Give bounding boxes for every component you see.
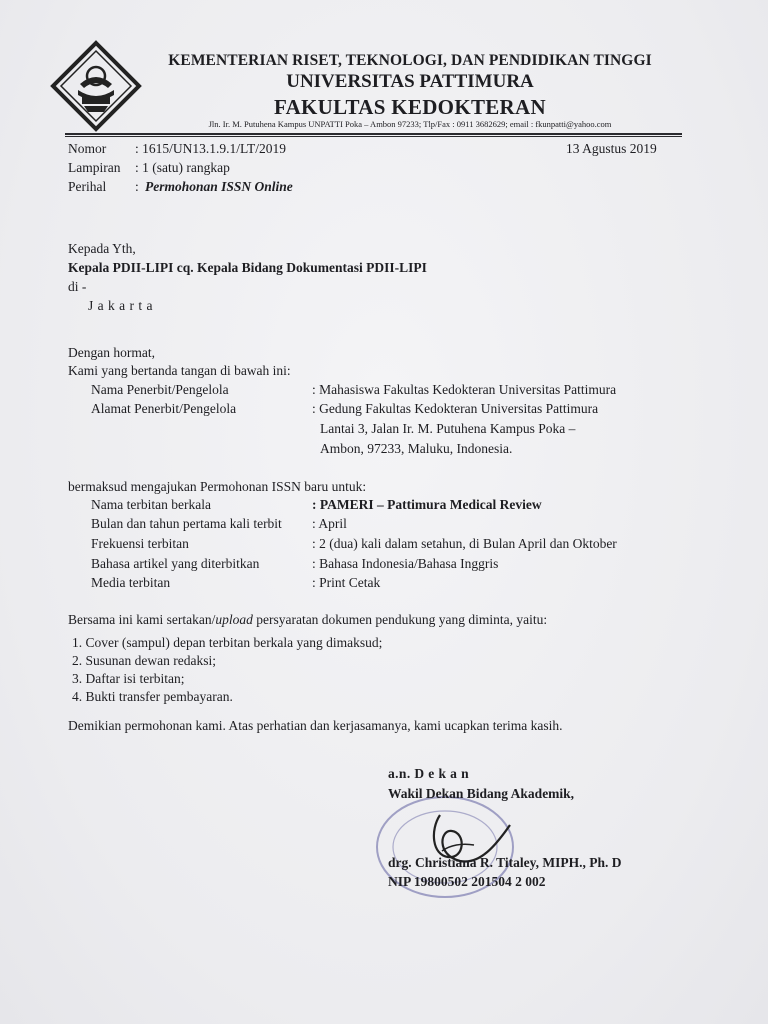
list-item: 1. Cover (sampul) depan terbitan berkala yang dimaksud; <box>72 635 383 650</box>
lampiran-value: : 1 (satu) rangkap <box>135 160 230 175</box>
journal-frequency-label: Frekuensi terbitan <box>91 536 189 551</box>
lampiran-label: Lampiran <box>68 160 121 175</box>
journal-language-value: : Bahasa Indonesia/Bahasa Inggris <box>312 556 499 571</box>
perihal-label: Perihal <box>68 179 107 194</box>
attachment-intro-pre: Bersama ini kami sertakan/ <box>68 612 216 627</box>
attachment-intro-post: persyaratan dokumen pendukung yang diminta, yaitu: <box>252 612 548 627</box>
letterhead-rule-thick <box>65 133 682 135</box>
signatory-name: drg. Christiana R. Titaley, MIPH., Ph. D <box>388 855 622 870</box>
faculty-heading: FAKULTAS KEDOKTERAN <box>274 95 546 119</box>
letter-date: 13 Agustus 2019 <box>566 141 657 156</box>
recipient-city: J a k a r t a <box>88 298 153 313</box>
publisher-name-label: Nama Penerbit/Pengelola <box>91 382 229 397</box>
letterhead-rule-thin <box>65 136 682 137</box>
intro-text: Kami yang bertanda tangan di bawah ini: <box>68 363 291 378</box>
publisher-address-line3: Ambon, 97233, Maluku, Indonesia. <box>320 441 513 456</box>
publisher-address-value: : Gedung Fakultas Kedokteran Universitas Pattimura <box>312 401 599 416</box>
perihal-value: Permohonan ISSN Online <box>145 179 293 194</box>
publisher-address-line2: Lantai 3, Jalan Ir. M. Putuhena Kampus Poka – <box>320 421 576 436</box>
signature-position: Wakil Dekan Bidang Akademik, <box>388 786 575 801</box>
purpose-text: bermaksud mengajukan Permohonan ISSN baru untuk: <box>68 479 367 494</box>
kepada-text: Kepada Yth, <box>68 241 136 256</box>
attachment-intro-upload: upload <box>215 612 253 627</box>
journal-frequency-value: : 2 (dua) kali dalam setahun, di Bulan April dan Oktober <box>312 536 617 551</box>
journal-media-value: : Print Cetak <box>312 575 381 590</box>
attachment-intro <box>68 612 547 628</box>
greeting: Dengan hormat, <box>68 345 155 360</box>
journal-name-label: Nama terbitan berkala <box>91 497 211 512</box>
journal-name-value: : PAMERI – Pattimura Medical Review <box>312 497 542 512</box>
list-item: 3. Daftar isi terbitan; <box>72 671 185 686</box>
ministry-heading: KEMENTERIAN RISET, TEKNOLOGI, DAN PENDIDIKAN TINGGI <box>168 52 652 69</box>
university-logo <box>50 40 142 132</box>
journal-first-issue-value: : April <box>312 516 347 531</box>
list-item: 2. Susunan dewan redaksi; <box>72 653 216 668</box>
publisher-name-value: : Mahasiswa Fakultas Kedokteran Universitas Pattimura <box>312 382 617 397</box>
recipient-name: Kepala PDII-LIPI cq. Kepala Bidang Dokumentasi PDII-LIPI <box>68 260 427 275</box>
university-heading: UNIVERSITAS PATTIMURA <box>286 71 534 92</box>
signature-an: a.n. D e k a n <box>388 766 469 781</box>
journal-language-label: Bahasa artikel yang diterbitkan <box>91 556 260 571</box>
nomor-label: Nomor <box>68 141 107 156</box>
publisher-address-label: Alamat Penerbit/Pengelola <box>91 401 237 416</box>
letterhead-address: Jln. Ir. M. Putuhena Kampus UNPATTI Poka – Ambon 97233; Tlp/Fax : 0911 3682629; email : fkunpatti@yahoo.com <box>208 119 612 129</box>
closing-text: Demikian permohonan kami. Atas perhatian dan kerjasamanya, kami ucapkan terima kasih. <box>68 718 563 733</box>
journal-first-issue-label: Bulan dan tahun pertama kali terbit <box>91 516 282 531</box>
list-item: 4. Bukti transfer pembayaran. <box>72 689 233 704</box>
perihal-colon: : <box>135 179 139 194</box>
nomor-value: : 1615/UN13.1.9.1/LT/2019 <box>135 141 287 156</box>
journal-media-label: Media terbitan <box>91 575 171 590</box>
signatory-nip: NIP 19800502 201504 2 002 <box>388 874 546 889</box>
recipient-di: di - <box>68 279 87 294</box>
